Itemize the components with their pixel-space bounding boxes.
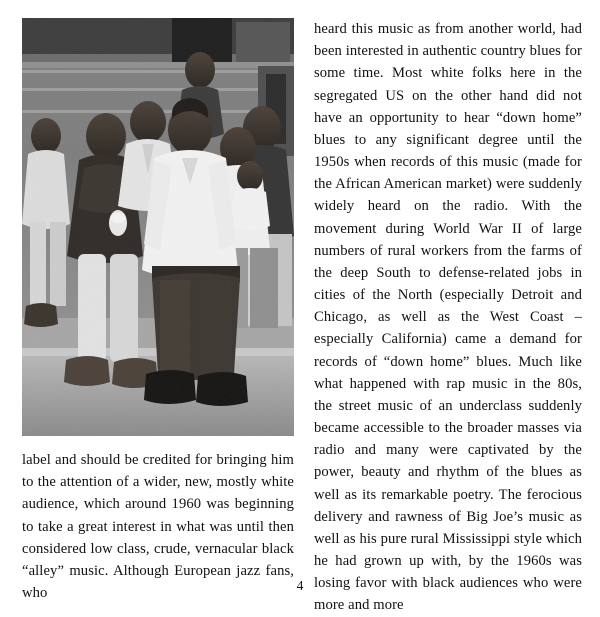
photograph-graphic [22, 18, 294, 436]
group-photograph-black-and-white [22, 18, 294, 436]
left-column [22, 18, 294, 604]
two-column-layout [22, 18, 583, 617]
right-column-paragraph: heard this music as from another world, had been interested in authentic country blues for some time. Most white folks here in the segregated US on the other hand did not have an opportunity to hear “down home” blues to any significant degree until the 1950s when records of this music (made for the African American market) were suddenly widely heard on the radio. With the movement during World War II of large numbers of rural workers from the farms of the deep South to defense-related jobs in cities of the North (especially Detroit and Chicago, as well as the West Coast – especially California) came a demand for records of “down home” blues. Much like what happened with rap music in the 80s, the street music of an underclass suddenly became accessible to the broader masses via radio and many were captivated by the power, beauty and rhythm of the blues as well as its remarkable poetry. The ferocious delivery and rawness of Big Joe’s music as well as his pure rural Mississippi style which he had grown up with, by the 1960s was losing favor with black audiences who were more and more [314, 21, 583, 614]
page-number: 4 [296, 578, 304, 593]
left-column-paragraph: label and should be credited for bringing him to the attention of a wider, new, mostly white audience, which around 1960 was beginning to take a great interest in what was until then considered low class, crude, vernacular black “alley” music. Although European jazz fans, who [22, 452, 294, 602]
right-column [314, 18, 582, 617]
